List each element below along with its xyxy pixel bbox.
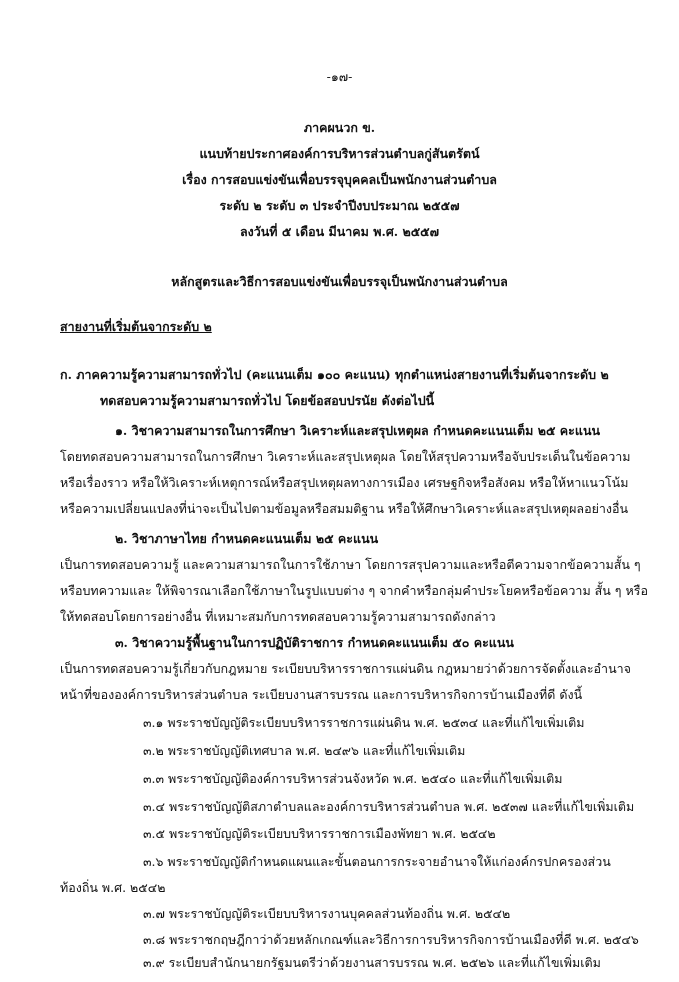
law-item: ๓.๔ พระราชบัญญัติสภาตำบลและองค์การบริหารส่วนตำบล พ.ศ. ๒๕๓๗ และที่แก้ไขเพิ่มเติม bbox=[143, 799, 635, 814]
header-line: ลงวันที่ ๕ เดือน มีนาคม พ.ศ. ๒๕๕๗ bbox=[239, 224, 440, 239]
subject-title: ๑. วิชาความสามารถในการศึกษา วิเคราะห์และสรุปเหตุผล กำหนดคะแนนเต็ม ๒๕ คะแนน bbox=[115, 423, 601, 438]
part-a-title: ก. ภาคความรู้ความสามารถทั่วไป (คะแนนเต็ม ๑๐๐ คะแนน) ทุกตำแหน่งสายงานที่เริ่มต้นจากระดับ ๒ bbox=[60, 367, 609, 382]
subject-title: ๒. วิชาภาษาไทย กำหนดคะแนนเต็ม ๒๕ คะแนน bbox=[115, 531, 379, 546]
law-item: ๓.๗ พระราชบัญญัติระเบียบบริหารงานบุคคลส่วนท้องถิ่น พ.ศ. ๒๕๔๒ bbox=[143, 906, 511, 921]
header-line: เรื่อง การสอบแข่งขันเพื่อบรรจุบุคคลเป็นพนักงานส่วนตำบล bbox=[182, 172, 497, 187]
paragraph-line: หรือความเปลี่ยนแปลงที่น่าจะเป็นไปตามข้อมูลหรือสมมติฐาน หรือให้ศึกษาวิเคราะห์และสรุปเหตุผลอย่างอื่น bbox=[60, 501, 629, 516]
law-item: ๓.๒ พระราชบัญญัติเทศบาล พ.ศ. ๒๔๙๖ และที่แก้ไขเพิ่มเติม bbox=[143, 743, 466, 758]
section-heading: สายงานที่เริ่มต้นจากระดับ ๒ bbox=[60, 319, 212, 334]
paragraph-line: โดยทดสอบความสามารถในการศึกษา วิเคราะห์และสรุปเหตุผล โดยให้สรุปความหรือจับประเด็นในข้อความ bbox=[60, 449, 631, 464]
document-subtitle: หลักสูตรและวิธีการสอบแข่งขันเพื่อบรรจุเป็นพนักงานส่วนตำบล bbox=[171, 274, 508, 289]
law-item: ๓.๘ พระราชกฤษฎีกาว่าด้วยหลักเกณฑ์และวิธีการการบริหารกิจการบ้านเมืองที่ดี พ.ศ. ๒๕๔๖ bbox=[143, 932, 639, 947]
law-item-continuation: ท้องถิ่น พ.ศ. ๒๕๔๒ bbox=[60, 880, 166, 895]
law-item: ๓.๓ พระราชบัญญัติองค์การบริหารส่วนจังหวัด พ.ศ. ๒๕๔๐ และที่แก้ไขเพิ่มเติม bbox=[143, 771, 563, 786]
paragraph-line: เป็นการทดสอบความรู้เกี่ยวกับกฎหมาย ระเบียบบริหารราชการแผ่นดิน กฎหมายว่าด้วยการจัดตั้งและอำนาจ bbox=[60, 661, 631, 676]
header-line: ระดับ ๒ ระดับ ๓ ประจำปีงบประมาณ ๒๕๕๗ bbox=[219, 198, 460, 213]
paragraph-line: เป็นการทดสอบความรู้ และความสามารถในการใช้ภาษา โดยการสรุปความและหรือตีความจากข้อความสั้น ๆ bbox=[60, 557, 641, 572]
paragraph-line: หน้าที่ขององค์การบริหารส่วนตำบล ระเบียบงานสารบรรณ และการบริหารกิจการบ้านเมืองที่ดี ดังนี้ bbox=[60, 687, 583, 702]
header-line: แนบท้ายประกาศองค์การบริหารส่วนตำบลกู่สันตรัตน์ bbox=[199, 146, 480, 161]
header-line: ภาคผนวก ข. bbox=[303, 120, 376, 135]
paragraph-line: หรือบทความและ ให้พิจารณาเลือกใช้ภาษาในรูปแบบต่าง ๆ จากคำหรือกลุ่มคำประโยคหรือข้อความ สั้น ๆ หรือ bbox=[60, 583, 648, 598]
law-item: ๓.๙ ระเบียบสำนักนายกรัฐมนตรีว่าด้วยงานสารบรรณ พ.ศ. ๒๕๒๖ และที่แก้ไขเพิ่มเติม bbox=[143, 955, 601, 970]
paragraph-line: หรือเรื่องราว หรือให้วิเคราะห์เหตุการณ์หรือสรุปเหตุผลทางการเมือง เศรษฐกิจหรือสังคม หรือให้หาแนวโน้ม bbox=[60, 475, 629, 490]
part-a-intro: ทดสอบความรู้ความสามารถทั่วไป โดยข้อสอบปรนัย ดังต่อไปนี้ bbox=[100, 393, 435, 408]
paragraph-line: ให้ทดสอบโดยการอย่างอื่น ที่เหมาะสมกับการทดสอบความรู้ความสามารถดังกล่าว bbox=[60, 609, 496, 624]
law-item: ๓.๖ พระราชบัญญัติกำหนดแผนและขั้นตอนการกระจายอำนาจให้แก่องค์กรปกครองส่วน bbox=[143, 854, 611, 869]
subject-title: ๓. วิชาความรู้พื้นฐานในการปฏิบัติราชการ กำหนดคะแนนเต็ม ๕๐ คะแนน bbox=[115, 635, 514, 650]
law-item: ๓.๑ พระราชบัญญัติระเบียบบริหารราชการแผ่นดิน พ.ศ. ๒๕๓๔ และที่แก้ไขเพิ่มเติม bbox=[143, 715, 585, 730]
law-item: ๓.๕ พระราชบัญญัติระเบียบบริหารราชการเมืองพัทยา พ.ศ. ๒๕๔๒ bbox=[143, 826, 496, 841]
page-number: -๑๗- bbox=[326, 69, 353, 84]
